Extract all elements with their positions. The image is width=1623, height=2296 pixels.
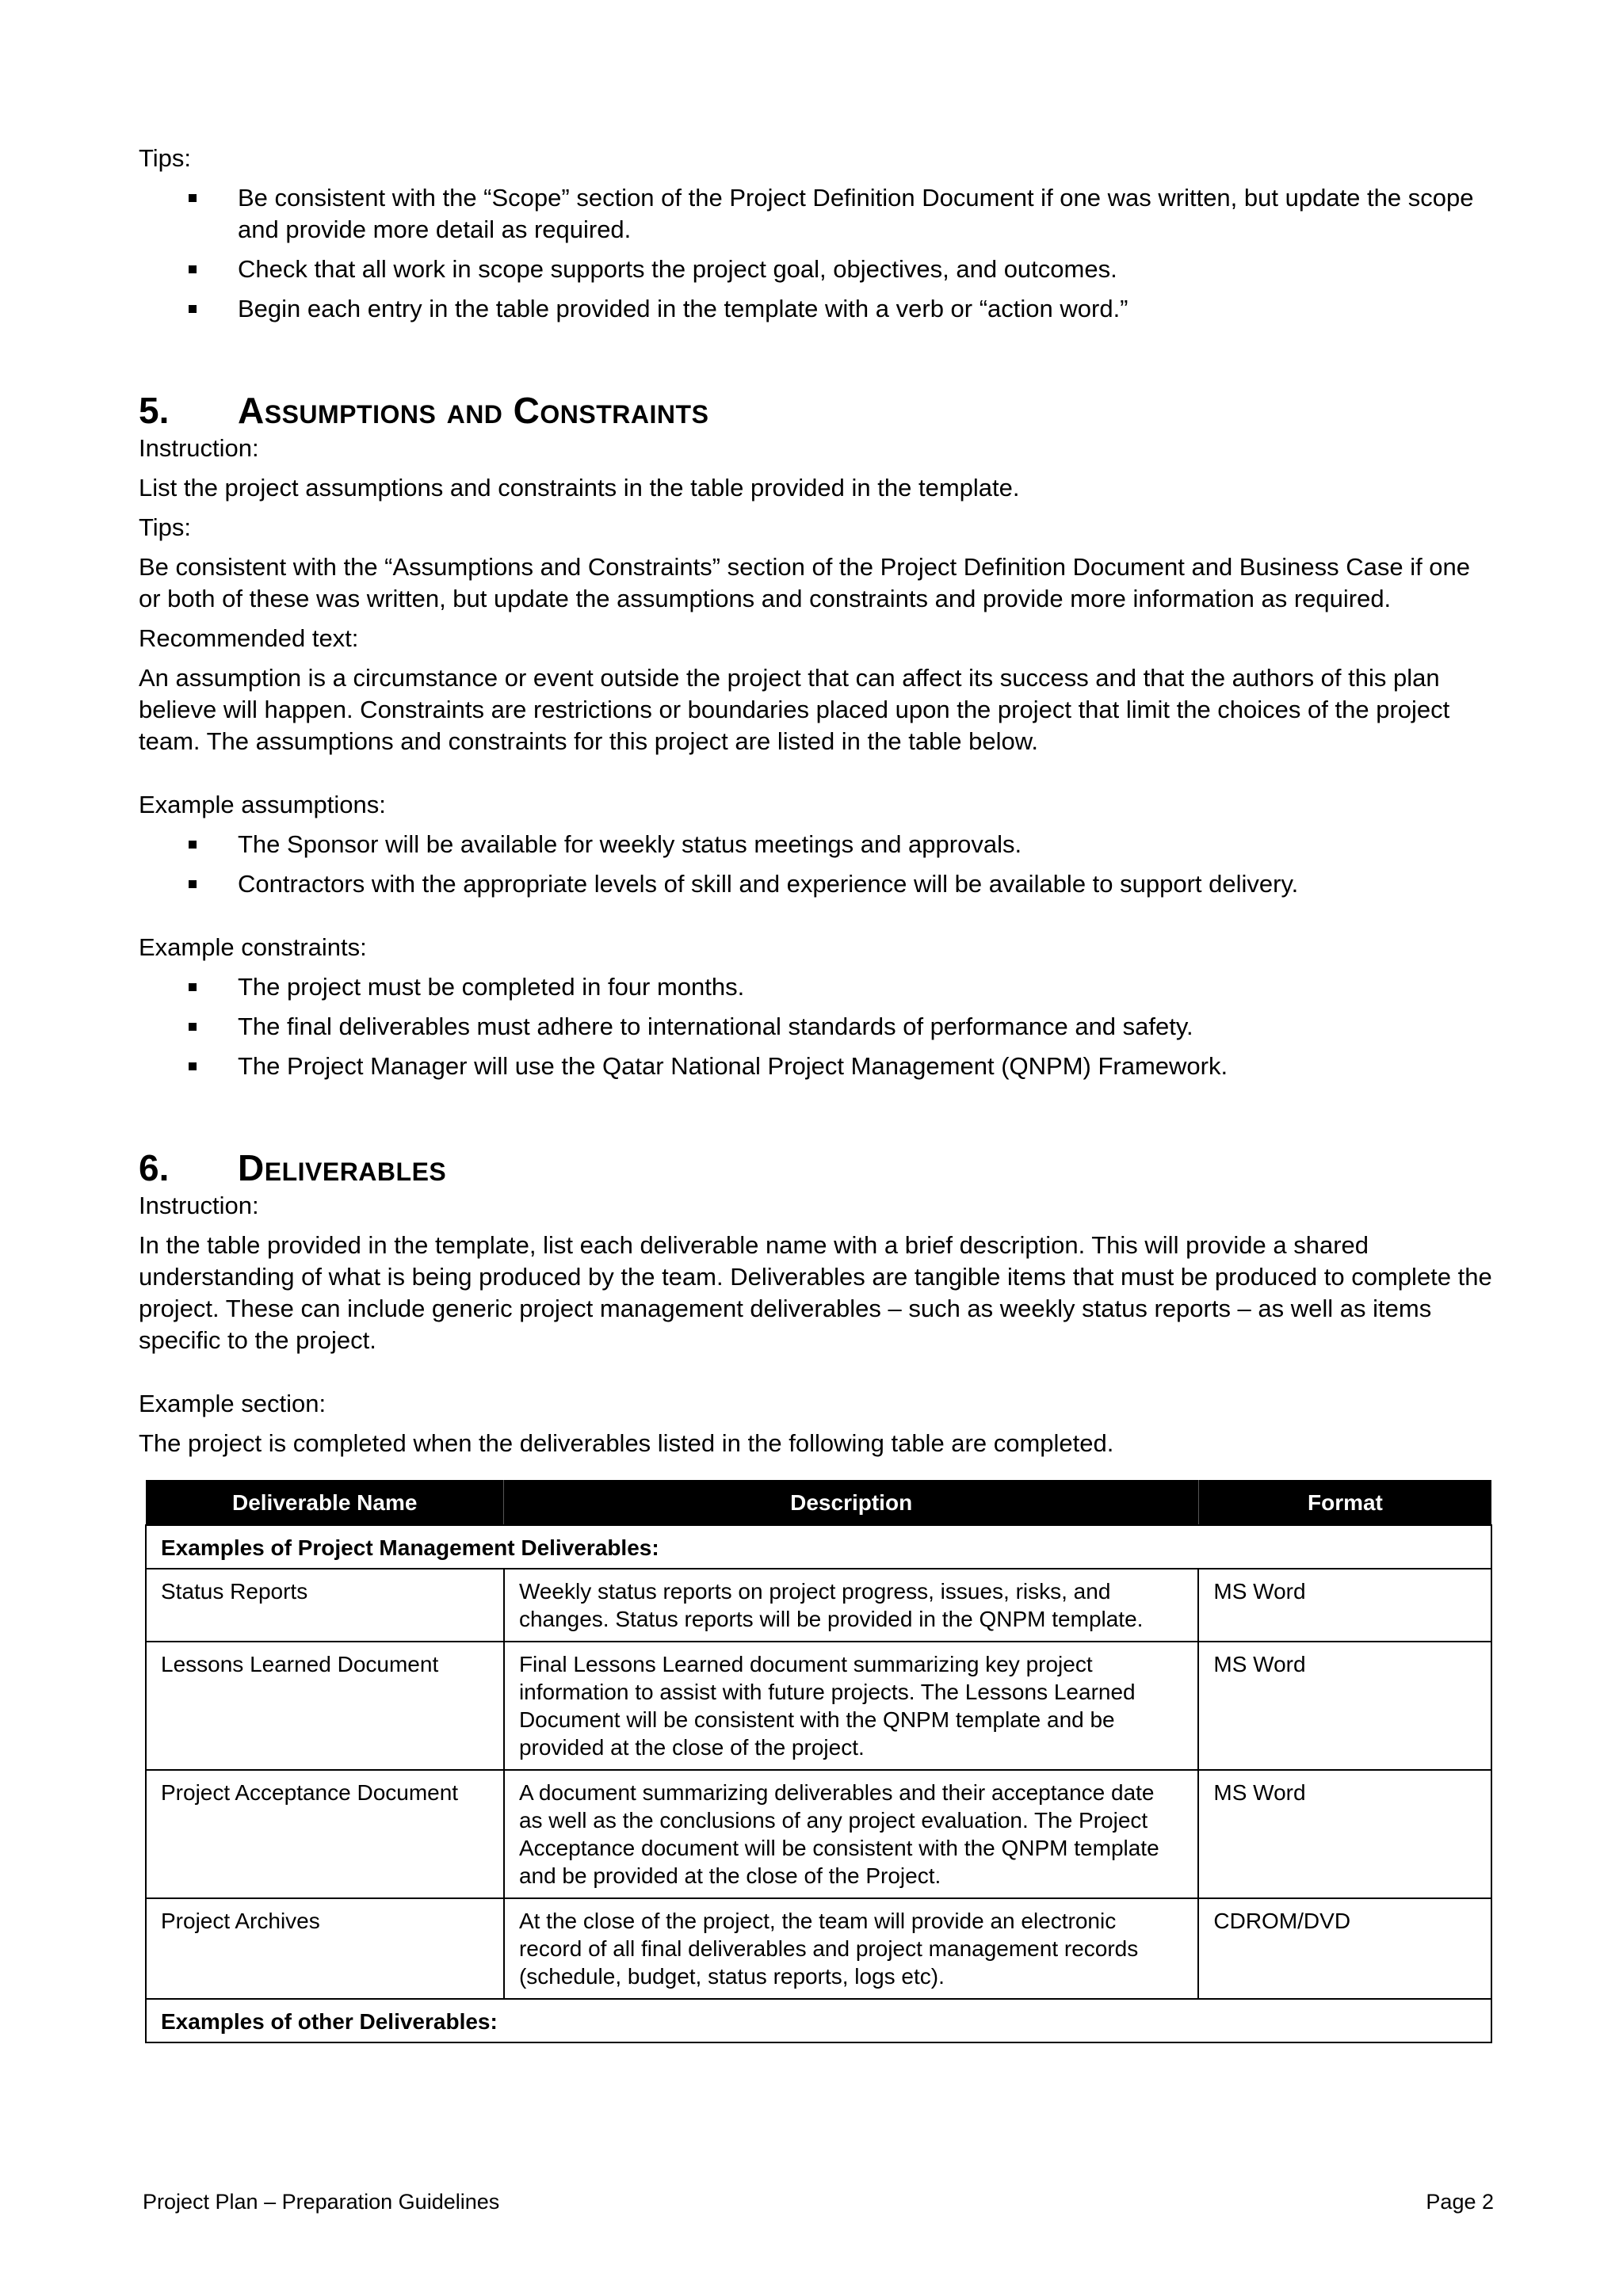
- group-other-deliverables: Examples of other Deliverables:: [146, 1999, 1491, 2042]
- table-group-row: [146, 1525, 1491, 1569]
- table-group-row: [146, 1999, 1491, 2042]
- list-item: Be consistent with the “Scope” section of the Project Definition Document if one was written, but update the scope and provide more detail as required.: [139, 182, 1494, 246]
- section-5-number: 5.: [139, 390, 170, 431]
- cell-name: Project Acceptance Document: [146, 1770, 504, 1898]
- cell-description: A document summarizing deliverables and their acceptance date as well as the conclusions of any project evaluation. The Project Acceptance document will be consistent with the QNPM template and be provided at the close of the Project.: [504, 1770, 1198, 1898]
- tips-list: [139, 182, 1494, 325]
- tips-label: Tips:: [139, 513, 192, 541]
- instruction-label: Instruction:: [139, 1192, 259, 1219]
- constraints-list: [139, 971, 1494, 1082]
- cell-name: Project Archives: [146, 1898, 504, 1999]
- instruction-label: Instruction:: [139, 434, 259, 462]
- footer-document-title: Project Plan – Preparation Guidelines: [143, 2190, 500, 2214]
- recommended-text: An assumption is a circumstance or event outside the project that can affect its success and that the authors of this plan believe will happen. Constraints are restrictions or boundaries placed upon the project that limit the choices of the project team. The assumptions and constraints for this project are listed in the table below.: [139, 664, 1450, 755]
- table-row: [146, 1770, 1491, 1898]
- list-item: The final deliverables must adhere to international standards of performance and safety.: [139, 1011, 1494, 1043]
- example-text: The project is completed when the deliverables listed in the following table are completed.: [139, 1429, 1114, 1457]
- example-label: Example section:: [139, 1390, 327, 1417]
- cell-format: MS Word: [1198, 1569, 1491, 1642]
- cell-name: Lessons Learned Document: [146, 1642, 504, 1770]
- cell-format: MS Word: [1198, 1642, 1491, 1770]
- instruction-text: List the project assumptions and constraints in the table provided in the template.: [139, 474, 1020, 502]
- deliverables-table: [145, 1480, 1492, 2043]
- cell-description: Weekly status reports on project progress, issues, risks, and changes. Status reports will be provided in the QNPM template.: [504, 1569, 1198, 1642]
- header-deliverable-name: Deliverable Name: [146, 1480, 504, 1525]
- table-row: [146, 1898, 1491, 1999]
- tips-text: Be consistent with the “Assumptions and Constraints” section of the Project Definition Document and Business Case if one or both of these was written, but update the assumptions and constraints and provide more information as required.: [139, 553, 1471, 612]
- cell-name: Status Reports: [146, 1569, 504, 1642]
- header-description: Description: [504, 1480, 1198, 1525]
- table-header-row: [146, 1480, 1491, 1525]
- tips-label: Tips:: [139, 144, 192, 172]
- document-page: [139, 143, 1494, 2043]
- cell-format: MS Word: [1198, 1770, 1491, 1898]
- section-5-title: Assumptions and Constraints: [238, 390, 709, 431]
- footer-page-number: Page 2: [1426, 2190, 1494, 2214]
- constraints-label: Example constraints:: [139, 933, 367, 961]
- list-item: The project must be completed in four months.: [139, 971, 1494, 1003]
- list-item: Check that all work in scope supports the project goal, objectives, and outcomes.: [139, 254, 1494, 285]
- cell-format: CDROM/DVD: [1198, 1898, 1491, 1999]
- table-row: [146, 1642, 1491, 1770]
- instruction-text: In the table provided in the template, list each deliverable name with a brief description. This will provide a shared understanding of what is being produced by the team. Deliverables are tangible items that must be produced to complete the project. These can include generic project management deliverables – such as weekly status reports – as well as items specific to the project.: [139, 1231, 1492, 1354]
- recommended-label: Recommended text:: [139, 624, 359, 652]
- list-item: The Sponsor will be available for weekly status meetings and approvals.: [139, 829, 1494, 860]
- header-format: Format: [1198, 1480, 1491, 1525]
- section-6-number: 6.: [139, 1147, 170, 1188]
- list-item: Contractors with the appropriate levels of skill and experience will be available to support delivery.: [139, 868, 1494, 900]
- list-item: The Project Manager will use the Qatar National Project Management (QNPM) Framework.: [139, 1051, 1494, 1082]
- list-item: Begin each entry in the table provided in the template with a verb or “action word.”: [139, 293, 1494, 325]
- group-pm-deliverables: Examples of Project Management Deliverables:: [146, 1525, 1491, 1569]
- cell-description: At the close of the project, the team will provide an electronic record of all final deliverables and project management records (schedule, budget, status reports, logs etc).: [504, 1898, 1198, 1999]
- section-5-heading: [139, 388, 1494, 433]
- section-6-heading: [139, 1146, 1494, 1190]
- assumptions-label: Example assumptions:: [139, 791, 386, 818]
- table-row: [146, 1569, 1491, 1642]
- cell-description: Final Lessons Learned document summarizing key project information to assist with future projects. The Lessons Learned Document will be consistent with the QNPM template and be provided at the close of the project.: [504, 1642, 1198, 1770]
- section-6-title: Deliverables: [238, 1147, 447, 1188]
- assumptions-list: [139, 829, 1494, 900]
